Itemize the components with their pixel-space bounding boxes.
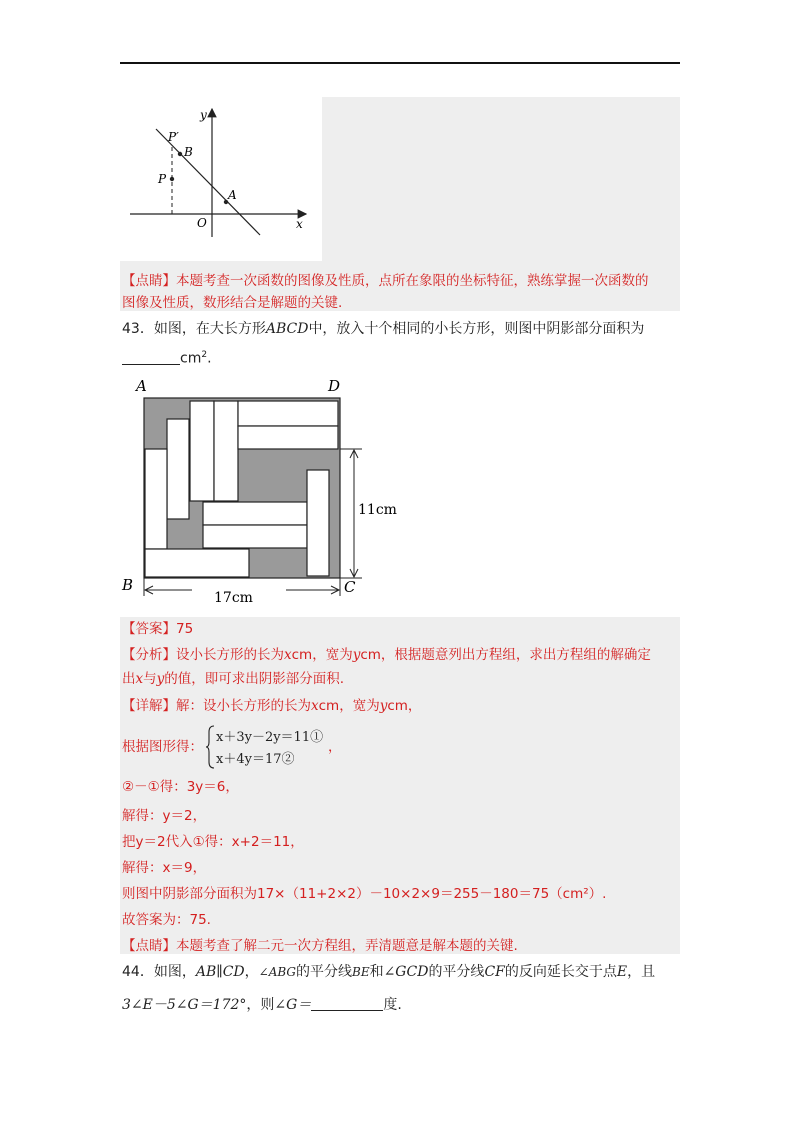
system-brace [206, 726, 214, 768]
analysis-line-2: 出x与y的值，即可求出阴影部分面积. [122, 671, 345, 687]
label-c: C [344, 578, 356, 596]
point-p [170, 177, 174, 181]
remark-tag: 【点睛】 [122, 273, 176, 289]
label-b: B [184, 145, 193, 159]
height-label: 11cm [358, 502, 397, 518]
answer-blank [122, 350, 180, 365]
step-1: ②－①得：3y＝6， [122, 779, 239, 795]
small-rect-2 [214, 401, 238, 501]
small-rect-3 [238, 401, 338, 426]
remark-line-2: 图像及性质，数形结合是解题的关键. [122, 295, 343, 311]
small-rect-4 [238, 426, 338, 449]
label-y: y [200, 108, 207, 122]
step-2: 解得：y＝2， [122, 808, 207, 824]
detail-line-1: 【详解】解：设小长方形的长为xcm，宽为ycm， [122, 698, 422, 714]
coordinate-figure [120, 97, 322, 261]
step-4: 解得：x＝9， [122, 860, 207, 876]
small-rect-7 [203, 502, 307, 525]
remark-line-1: 【点睛】本题考查一次函数的图像及性质，点所在象限的坐标特征，熟练掌握一次函数的 [122, 273, 649, 289]
label-d: D [328, 377, 341, 395]
answer-blank-44 [311, 996, 383, 1011]
equation-1: x＋3y－2y＝11① [216, 730, 324, 745]
analysis-line-1: 【分析】设小长方形的长为xcm，宽为ycm，根据题意列出方程组，求出方程组的解确定 [122, 647, 651, 663]
label-o: O [197, 216, 207, 230]
label-a: A [228, 188, 237, 202]
small-rect-6 [145, 449, 167, 549]
step-5: 则图中阴影部分面积为17×（11+2×2）－10×2×9＝255－180＝75（cm²）. [122, 886, 607, 902]
by-figure-label: 根据图形得： [122, 739, 203, 755]
label-a: A [136, 377, 147, 395]
equation-2: x＋4y＝17② [216, 752, 295, 767]
label-p-prime: P′ [168, 130, 179, 144]
answer-line: 【答案】75 [122, 621, 194, 637]
small-rect-9 [307, 470, 329, 576]
step-3: 把y＝2代入①得：x+2＝11， [122, 834, 304, 850]
label-x: x [296, 217, 303, 231]
step-6: 故答案为：75. [122, 912, 211, 928]
small-rect-5 [167, 419, 189, 519]
remark-line-3: 【点睛】本题考查了解二元一次方程组，弄清题意是解本题的关键. [122, 938, 518, 954]
small-rect-8 [203, 525, 307, 548]
small-rect-10 [145, 549, 249, 577]
system-comma: ， [328, 739, 342, 755]
question-43-line-2: $cm^2$. [122, 344, 212, 370]
label-b: B [122, 576, 134, 594]
label-p: P [158, 172, 167, 186]
point-b [178, 152, 182, 156]
equation-system [206, 724, 326, 770]
small-rect-1 [190, 401, 214, 501]
question-44-line-2: 3∠E－5∠G＝172°，则∠G＝ 度. [122, 997, 402, 1013]
width-label: 17cm [214, 590, 253, 606]
question-44-line-1: 44．如图，AB∥CD，∠ABG的平分线BE和∠GCD的平分线CF的反向延长交于点E，且 [122, 964, 656, 980]
header-rule [120, 62, 680, 64]
rectangle-figure [118, 374, 398, 610]
question-43-line-1: 43．如图，在大长方形ABCD中，放入十个相同的小长方形，则图中阴影部分面积为 [122, 321, 645, 337]
